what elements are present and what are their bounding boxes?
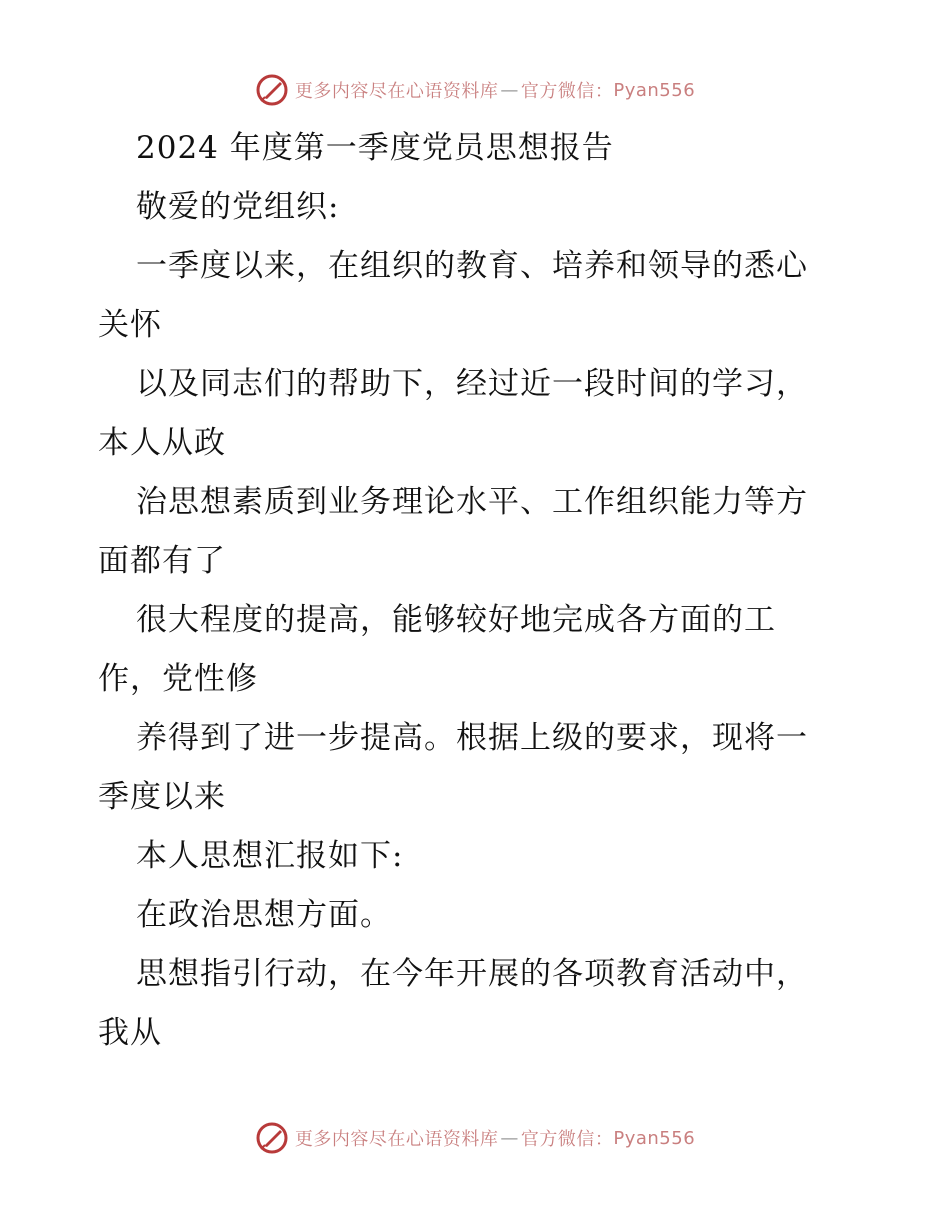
quill-pen-logo-icon: [255, 73, 289, 107]
body-line: 很大程度的提高，能够较好地完成各方面的工: [136, 602, 776, 638]
document-title: 2024 年度第一季度党员思想报告: [136, 130, 614, 166]
body-line: 本人思想汇报如下:: [136, 838, 404, 874]
body-line: 思想指引行动，在今年开展的各项教育活动中，: [136, 956, 808, 992]
watermark-dash: —: [500, 79, 519, 101]
watermark-wechat-label: 官方微信：: [520, 81, 614, 102]
body-line: 面都有了: [98, 543, 226, 579]
body-line: 季度以来: [98, 779, 226, 815]
document-salutation: 敬爱的党组织:: [136, 189, 340, 225]
watermark-wechat-label: 官方微信：: [520, 1129, 614, 1150]
body-line: 本人从政: [98, 425, 226, 461]
quill-pen-logo-icon: [255, 1121, 289, 1155]
body-line: 一季度以来，在组织的教育、培养和领导的悉心: [136, 248, 808, 284]
watermark-text: 更多内容尽在心语资料库: [294, 1129, 499, 1150]
body-line: 我从: [98, 1015, 162, 1051]
body-line: 养得到了进一步提高。根据上级的要求，现将一: [136, 720, 808, 756]
watermark-dash: —: [500, 1127, 519, 1149]
watermark-wechat-id: Pyan556: [613, 1127, 696, 1149]
body-line: 以及同志们的帮助下，经过近一段时间的学习，: [136, 366, 808, 402]
body-line: 在政治思想方面。: [136, 897, 392, 933]
footer-watermark: [0, 1118, 950, 1158]
body-line: 作，党性修: [98, 661, 258, 697]
watermark-text: 更多内容尽在心语资料库: [294, 81, 499, 102]
body-line: 关怀: [98, 307, 162, 343]
watermark-wechat-id: Pyan556: [613, 79, 696, 101]
header-watermark: [0, 70, 950, 110]
body-line: 治思想素质到业务理论水平、工作组织能力等方: [136, 484, 808, 520]
